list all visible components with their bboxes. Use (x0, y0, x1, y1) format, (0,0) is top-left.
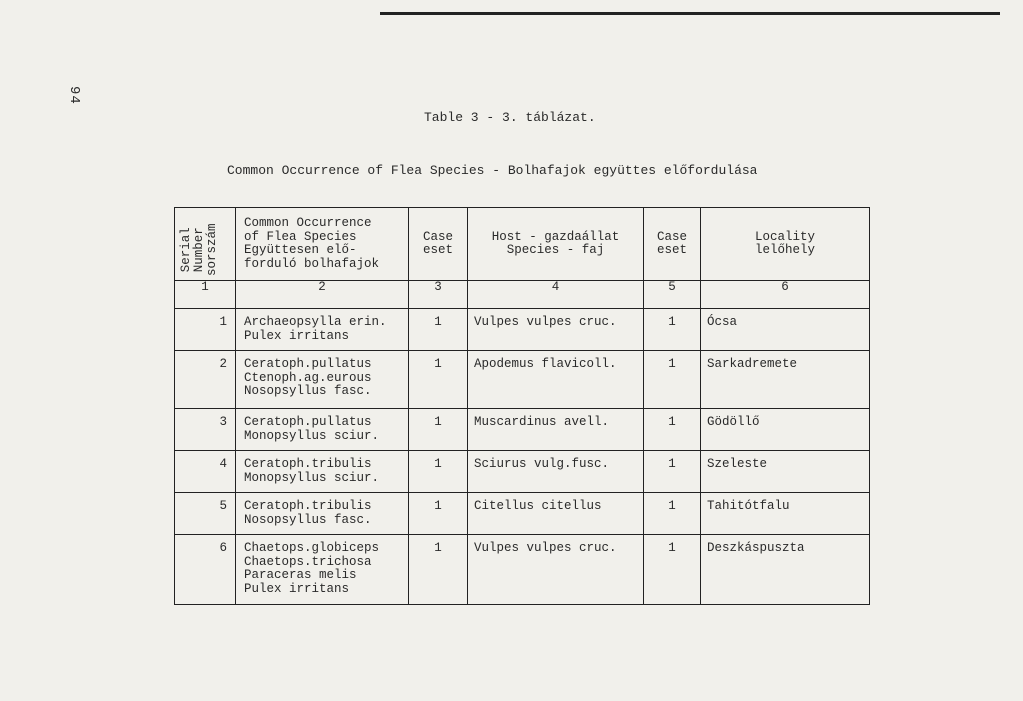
locality-cell: Sarkadremete (701, 351, 870, 409)
case-cell: 1 (644, 451, 701, 493)
species-cell: Chaetops.globiceps Chaetops.trichosa Paraceras melis Pulex irritans (236, 535, 409, 605)
locality-cell: Szeleste (701, 451, 870, 493)
header-serial-text: Serial Number sorszám (179, 223, 219, 276)
page-edge (380, 12, 1000, 15)
case-cell: 1 (409, 409, 468, 451)
header-host: Host - gazdaállat Species - faj (468, 208, 644, 281)
header-occurrence: Common Occurrence of Flea Species Együttesen elő- forduló bolhafajok (236, 208, 409, 281)
table-row (175, 451, 870, 493)
serial-cell: 6 (175, 535, 236, 605)
flea-occurrence-table (174, 207, 870, 605)
column-number: 5 (644, 281, 701, 309)
locality-cell: Tahitótfalu (701, 493, 870, 535)
serial-cell: 4 (175, 451, 236, 493)
column-number: 4 (468, 281, 644, 309)
case-cell: 1 (644, 493, 701, 535)
host-cell: Vulpes vulpes cruc. (468, 535, 644, 605)
serial-cell: 3 (175, 409, 236, 451)
page-number: 94 (66, 86, 82, 105)
serial-cell: 1 (175, 309, 236, 351)
case-cell: 1 (409, 535, 468, 605)
table-row (175, 351, 870, 409)
species-cell: Ceratoph.pullatus Monopsyllus sciur. (236, 409, 409, 451)
header-locality: Locality lelőhely (701, 208, 870, 281)
header-case-1: Case eset (409, 208, 468, 281)
case-cell: 1 (644, 409, 701, 451)
species-cell: Ceratoph.pullatus Ctenoph.ag.eurous Nosopsyllus fasc. (236, 351, 409, 409)
table-row (175, 309, 870, 351)
host-cell: Sciurus vulg.fusc. (468, 451, 644, 493)
table-row (175, 535, 870, 605)
column-number: 2 (236, 281, 409, 309)
locality-cell: Ócsa (701, 309, 870, 351)
case-cell: 1 (644, 535, 701, 605)
host-cell: Vulpes vulpes cruc. (468, 309, 644, 351)
column-number: 6 (701, 281, 870, 309)
column-number: 1 (175, 281, 236, 309)
table-title: Table 3 - 3. táblázat. (424, 110, 596, 125)
column-number-row (175, 281, 870, 309)
host-cell: Muscardinus avell. (468, 409, 644, 451)
host-cell: Citellus citellus (468, 493, 644, 535)
case-cell: 1 (409, 493, 468, 535)
locality-cell: Gödöllő (701, 409, 870, 451)
species-cell: Ceratoph.tribulis Monopsyllus sciur. (236, 451, 409, 493)
header-serial (175, 208, 236, 281)
header-row (175, 208, 870, 281)
serial-cell: 5 (175, 493, 236, 535)
table-caption: Common Occurrence of Flea Species - Bolhafajok együttes előfordulása (227, 163, 758, 178)
table-row (175, 493, 870, 535)
species-cell: Ceratoph.tribulis Nosopsyllus fasc. (236, 493, 409, 535)
host-cell: Apodemus flavicoll. (468, 351, 644, 409)
case-cell: 1 (409, 309, 468, 351)
species-cell: Archaeopsylla erin. Pulex irritans (236, 309, 409, 351)
case-cell: 1 (409, 351, 468, 409)
case-cell: 1 (644, 351, 701, 409)
column-number: 3 (409, 281, 468, 309)
serial-cell: 2 (175, 351, 236, 409)
header-case-2: Case eset (644, 208, 701, 281)
case-cell: 1 (409, 451, 468, 493)
locality-cell: Deszkáspuszta (701, 535, 870, 605)
case-cell: 1 (644, 309, 701, 351)
table-row (175, 409, 870, 451)
